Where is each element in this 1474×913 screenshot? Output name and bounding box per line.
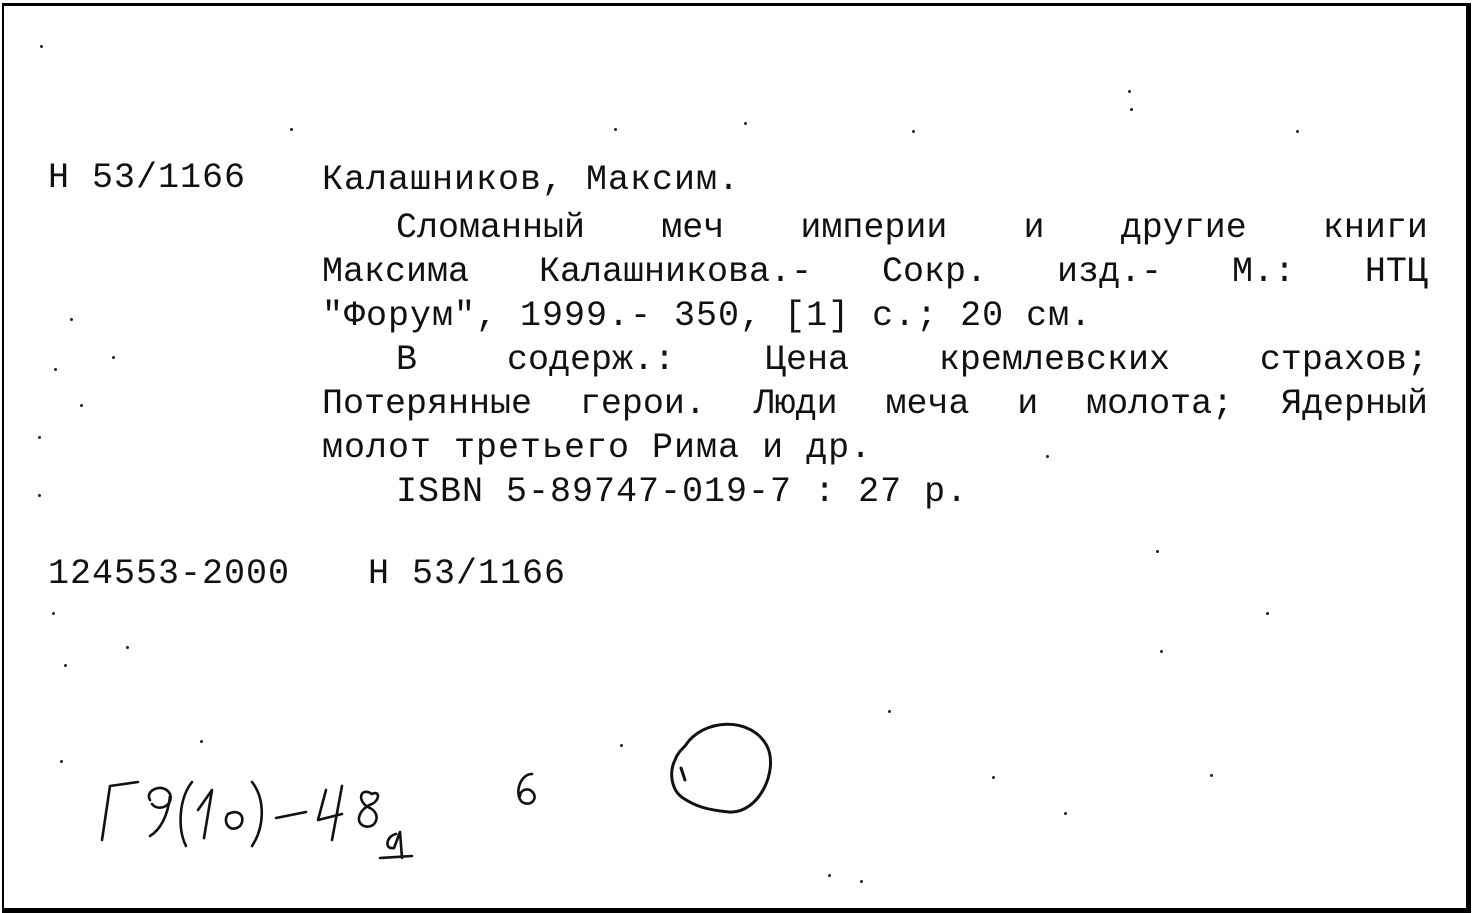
scan-speck <box>1210 774 1213 777</box>
contents-line-1 <box>396 338 1428 382</box>
scan-speck <box>54 368 57 371</box>
title-line-1 <box>396 206 1428 250</box>
circle-stamp <box>655 710 785 830</box>
scan-speck <box>744 122 747 125</box>
contents-word: Цена <box>764 340 849 380</box>
contents-word: кремлевских <box>938 340 1170 380</box>
contents-word: меча <box>885 384 970 424</box>
title-word: М.: <box>1231 252 1295 292</box>
title-line-2 <box>322 250 1428 294</box>
title-word: империи <box>800 208 948 248</box>
scan-speck <box>992 776 995 779</box>
title-word: изд.- <box>1056 252 1162 292</box>
contents-line-2 <box>322 382 1428 426</box>
isbn-line: ISBN 5-89747-019-7 : 27 р. <box>396 472 969 512</box>
contents-word: Ядерный <box>1280 384 1428 424</box>
call-number: Н 53/1166 <box>48 158 247 198</box>
inventory-number: 124553-2000 <box>48 554 291 594</box>
contents-word: молота; <box>1086 384 1234 424</box>
contents-line-3: молот третьего Рима и др. <box>322 428 873 468</box>
scan-speck <box>1160 650 1163 653</box>
title-word: и <box>1023 208 1045 248</box>
handwritten-note <box>80 760 580 870</box>
footer-call-number: Н 53/1166 <box>368 554 567 594</box>
title-word: Максима <box>322 252 470 292</box>
title-word: Калашникова.- <box>538 252 813 292</box>
scan-speck <box>126 646 129 649</box>
scan-speck <box>912 130 915 133</box>
scan-speck <box>60 760 63 763</box>
scan-speck <box>80 404 83 407</box>
scan-speck <box>860 880 863 883</box>
contents-word: содерж.: <box>506 340 675 380</box>
contents-word: страхов; <box>1259 340 1428 380</box>
scan-speck <box>1128 90 1131 93</box>
scan-speck <box>70 318 73 321</box>
scan-speck <box>1296 130 1299 133</box>
title-word: Сломанный <box>396 208 586 248</box>
scan-speck <box>828 874 831 877</box>
scan-speck <box>290 128 293 131</box>
scan-speck <box>1266 612 1269 615</box>
scan-speck <box>614 128 617 131</box>
title-word: книги <box>1322 208 1428 248</box>
scan-speck <box>620 744 623 747</box>
title-word: меч <box>661 208 725 248</box>
contents-word: герои. <box>579 384 706 424</box>
contents-word: Люди <box>753 384 838 424</box>
title-word: другие <box>1120 208 1247 248</box>
contents-word: Потерянные <box>322 384 533 424</box>
title-word: Сокр. <box>881 252 988 292</box>
contents-word: В <box>396 340 418 380</box>
scan-speck <box>888 710 891 713</box>
scan-speck <box>38 436 41 439</box>
scan-speck <box>1156 550 1159 553</box>
title-line-3: "Форум", 1999.- 350, [1] с.; 20 см. <box>322 296 1093 336</box>
scan-speck <box>200 740 203 743</box>
scan-speck <box>1130 108 1133 111</box>
scan-speck <box>52 612 55 615</box>
author-heading: Калашников, Максим. <box>322 160 741 200</box>
scan-speck <box>112 356 115 359</box>
scan-speck <box>1064 812 1067 815</box>
title-word: НТЦ <box>1364 252 1428 292</box>
scan-speck <box>1046 455 1049 458</box>
scan-speck <box>38 494 41 497</box>
scan-speck <box>40 45 43 48</box>
contents-word: и <box>1017 384 1039 424</box>
scan-speck <box>64 664 67 667</box>
